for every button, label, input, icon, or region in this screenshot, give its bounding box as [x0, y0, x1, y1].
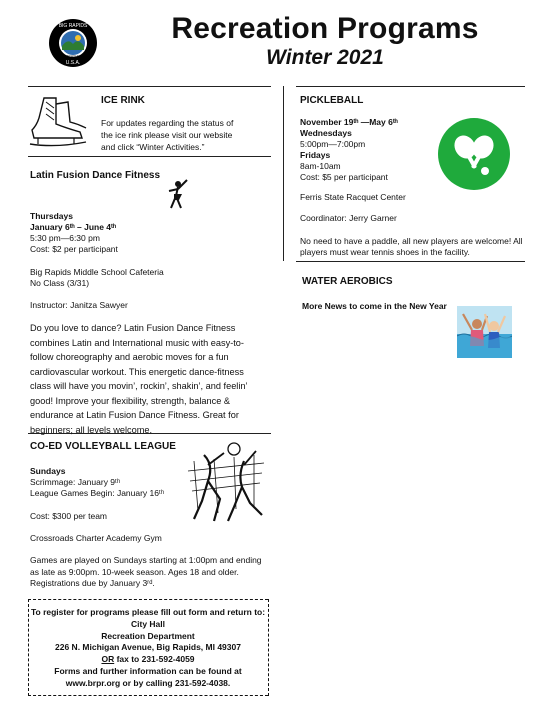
logo-bottom-text: U.S.A. [65, 60, 81, 66]
latin-description: Do you love to dance? Latin Fusion Dance Fitness combines Latin and International music with easy-to-follow choreography and aerobic moves for a fun cardiovascular workout. This energetic dance-fitness class will have you movin’, rockin’, shakin’, and feelin’ good! Improve your flexibility, strength, balance & endurance at Latin Fusion Dance Fitness. Great for beginners; all levels welcome. [30, 323, 248, 435]
volleyball-league-start: League Games Begin: January 16ᵗʰ [30, 488, 165, 498]
registration-line-2: City Hall [130, 618, 165, 629]
registration-line-6: Forms and further information can be found at [54, 665, 242, 676]
volleyball-details: Games are played on Sundays starting at 1:00pm and ending as late as 9:00pm. 10-week season. Ages 18 and older. Registrations due by January 3ʳᵈ. [30, 555, 262, 588]
logo-inner-text: MICHIGAN [65, 54, 81, 58]
latin-dates: January 6ᵗʰ – June 4ᵗʰ [30, 222, 117, 232]
ice-rink-divider [28, 156, 271, 157]
registration-line-7: www.brpr.org or by calling 231-592-4038. [65, 677, 231, 688]
latin-time: 5:30 pm—6:30 pm [30, 233, 100, 243]
registration-or: OR [101, 654, 115, 665]
ice-rink-text: For updates regarding the status of the ice rink please visit our website and click “Winter Activities.” [101, 118, 234, 152]
registration-box-left-edge [28, 599, 29, 696]
city-logo [48, 18, 98, 68]
pickleball-note: No need to have a paddle, all new players are welcome! All players must wear tennis shoes in the facility. [300, 236, 523, 257]
ice-skate-icon [26, 94, 92, 150]
pickleball-day-1: Wednesdays [300, 128, 352, 138]
column-divider [283, 86, 284, 261]
pickleball-location: Ferris State Racquet Center [300, 192, 406, 202]
latin-heading: Latin Fusion Dance Fitness [30, 170, 161, 181]
pickleball-day-2: Fridays [300, 150, 331, 160]
registration-fax: fax to 231-592-4059 [114, 654, 195, 665]
volleyball-cost: Cost: $300 per team [30, 511, 108, 521]
registration-line-3: Recreation Department [101, 630, 195, 641]
pickleball-time-2: 8am-10am [300, 161, 341, 171]
pickleball-dates: November 19ᵗʰ —May 6ᵗʰ [300, 117, 398, 127]
latin-location: Big Rapids Middle School Cafeteria [30, 267, 164, 277]
registration-box-right-edge [268, 599, 269, 696]
pickleball-divider [296, 261, 525, 262]
pickleball-cost: Cost: $5 per participant [300, 172, 388, 182]
left-top-divider [28, 86, 271, 87]
page-title: Recreation Programs [171, 12, 479, 45]
volleyball-players-icon [184, 441, 268, 523]
registration-line-4: 226 N. Michigan Avenue, Big Rapids, MI 49307 [55, 642, 241, 653]
water-aerobics-heading: WATER AEROBICS [302, 276, 393, 287]
water-aerobics-text: More News to come in the New Year [302, 301, 447, 311]
water-aerobics-swimmers-icon [457, 306, 512, 358]
latin-instructor: Instructor: Janitza Sawyer [30, 300, 128, 310]
volleyball-heading: CO-ED VOLLEYBALL LEAGUE [30, 441, 176, 452]
right-top-divider [296, 86, 525, 87]
pickleball-paddle-icon [437, 117, 511, 191]
volleyball-scrimmage: Scrimmage: January 9ᵗʰ [30, 477, 121, 487]
latin-cost: Cost: $2 per participant [30, 244, 118, 254]
pickleball-heading: PICKLEBALL [300, 95, 364, 106]
page-subtitle: Winter 2021 [266, 46, 384, 69]
logo-top-text: BIG RAPIDS [58, 23, 88, 29]
latin-day: Thursdays [30, 211, 73, 221]
latin-no-class: No Class (3/31) [30, 278, 90, 288]
ice-rink-heading: ICE RINK [101, 95, 145, 106]
pickleball-time-1: 5:00pm—7:00pm [300, 139, 366, 149]
registration-line-5 [30, 654, 266, 666]
volleyball-day: Sundays [30, 466, 66, 476]
pickleball-coordinator: Coordinator: Jerry Garner [300, 213, 397, 223]
dancer-icon [165, 178, 191, 210]
registration-line-1: To register for programs please fill out form and return to: [30, 607, 266, 617]
registration-text [30, 607, 266, 690]
volleyball-location: Crossroads Charter Academy Gym [30, 533, 162, 543]
